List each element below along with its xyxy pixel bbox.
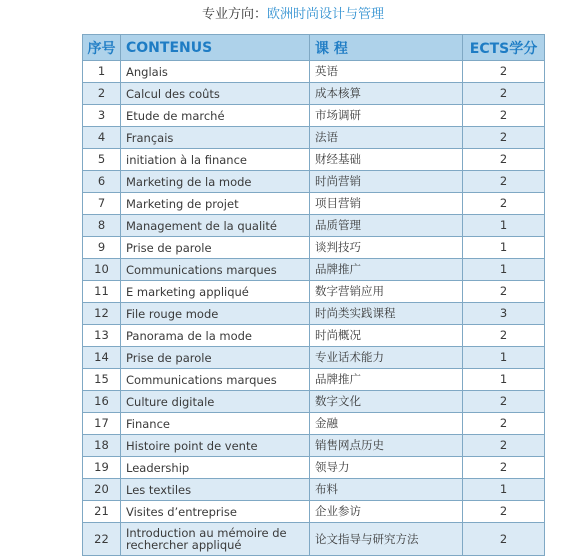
table-body	[83, 61, 545, 556]
cell-course: 时尚概况	[310, 325, 463, 347]
cell-number: 2	[83, 83, 121, 105]
cell-number: 12	[83, 303, 121, 325]
cell-ects: 2	[463, 457, 545, 479]
column-header-ects: ECTS学分	[463, 35, 545, 61]
cell-contenus: Anglais	[121, 61, 310, 83]
cell-ects: 2	[463, 413, 545, 435]
cell-ects: 2	[463, 127, 545, 149]
cell-contenus: Prise de parole	[121, 347, 310, 369]
cell-course: 品牌推广	[310, 369, 463, 391]
cell-contenus: Finance	[121, 413, 310, 435]
cell-ects: 2	[463, 501, 545, 523]
table-row	[83, 479, 545, 501]
cell-number: 1	[83, 61, 121, 83]
cell-number: 9	[83, 237, 121, 259]
cell-number: 20	[83, 479, 121, 501]
cell-course: 时尚类实践课程	[310, 303, 463, 325]
cell-contenus: Marketing de la mode	[121, 171, 310, 193]
cell-contenus: Marketing de projet	[121, 193, 310, 215]
cell-ects: 1	[463, 347, 545, 369]
cell-course: 布料	[310, 479, 463, 501]
cell-contenus: Leadership	[121, 457, 310, 479]
cell-contenus: Prise de parole	[121, 237, 310, 259]
cell-contenus: Français	[121, 127, 310, 149]
column-header-number: 序号	[83, 35, 121, 61]
cell-number: 22	[83, 523, 121, 556]
cell-course: 企业参访	[310, 501, 463, 523]
cell-ects: 3	[463, 303, 545, 325]
table-row	[83, 303, 545, 325]
column-header-course: 课 程	[310, 35, 463, 61]
table-row	[83, 215, 545, 237]
page-title	[0, 6, 586, 24]
table-row	[83, 171, 545, 193]
cell-ects: 1	[463, 237, 545, 259]
cell-ects: 2	[463, 149, 545, 171]
table-row	[83, 523, 545, 556]
cell-ects: 2	[463, 435, 545, 457]
cell-number: 3	[83, 105, 121, 127]
cell-course: 成本核算	[310, 83, 463, 105]
cell-contenus: Management de la qualité	[121, 215, 310, 237]
table-row	[83, 105, 545, 127]
cell-contenus: Les textiles	[121, 479, 310, 501]
cell-ects: 2	[463, 281, 545, 303]
table-row	[83, 369, 545, 391]
cell-ects: 2	[463, 325, 545, 347]
column-header-contenus: CONTENUS	[121, 35, 310, 61]
cell-course: 谈判技巧	[310, 237, 463, 259]
cell-contenus: Communications marques	[121, 369, 310, 391]
cell-contenus: E marketing appliqué	[121, 281, 310, 303]
cell-contenus: Introduction au mémoire de rechercher appliqué	[121, 523, 310, 556]
cell-ects: 2	[463, 105, 545, 127]
cell-course: 品质管理	[310, 215, 463, 237]
cell-course: 英语	[310, 61, 463, 83]
cell-number: 18	[83, 435, 121, 457]
cell-contenus: initiation à la finance	[121, 149, 310, 171]
cell-ects: 1	[463, 259, 545, 281]
title-value: 欧洲时尚设计与管理	[267, 7, 385, 22]
cell-ects: 1	[463, 369, 545, 391]
table-row	[83, 259, 545, 281]
table-row	[83, 83, 545, 105]
cell-ects: 1	[463, 215, 545, 237]
cell-number: 17	[83, 413, 121, 435]
cell-ects: 1	[463, 479, 545, 501]
cell-contenus: Etude de marché	[121, 105, 310, 127]
cell-ects: 2	[463, 61, 545, 83]
course-table	[82, 34, 545, 556]
table-row	[83, 501, 545, 523]
cell-number: 19	[83, 457, 121, 479]
table-header-row	[83, 35, 545, 61]
cell-course: 销售网点历史	[310, 435, 463, 457]
cell-ects: 2	[463, 193, 545, 215]
cell-contenus: Communications marques	[121, 259, 310, 281]
cell-course: 时尚营销	[310, 171, 463, 193]
table-row	[83, 281, 545, 303]
table-row	[83, 193, 545, 215]
table-row	[83, 413, 545, 435]
cell-number: 21	[83, 501, 121, 523]
cell-course: 法语	[310, 127, 463, 149]
table-row	[83, 237, 545, 259]
table-row	[83, 61, 545, 83]
cell-contenus: Culture digitale	[121, 391, 310, 413]
cell-ects: 2	[463, 523, 545, 556]
cell-number: 14	[83, 347, 121, 369]
cell-course: 领导力	[310, 457, 463, 479]
cell-number: 10	[83, 259, 121, 281]
cell-ects: 2	[463, 171, 545, 193]
cell-number: 16	[83, 391, 121, 413]
table-row	[83, 457, 545, 479]
cell-number: 4	[83, 127, 121, 149]
cell-course: 财经基础	[310, 149, 463, 171]
cell-number: 8	[83, 215, 121, 237]
cell-course: 数字文化	[310, 391, 463, 413]
table-row	[83, 127, 545, 149]
cell-course: 论文指导与研究方法	[310, 523, 463, 556]
cell-number: 7	[83, 193, 121, 215]
cell-course: 市场调研	[310, 105, 463, 127]
cell-number: 15	[83, 369, 121, 391]
cell-number: 5	[83, 149, 121, 171]
cell-course: 品牌推广	[310, 259, 463, 281]
cell-number: 6	[83, 171, 121, 193]
table-row	[83, 347, 545, 369]
cell-course: 项目营销	[310, 193, 463, 215]
cell-contenus: Calcul des coûts	[121, 83, 310, 105]
cell-number: 11	[83, 281, 121, 303]
cell-contenus: Visites d’entreprise	[121, 501, 310, 523]
cell-course: 专业话术能力	[310, 347, 463, 369]
table-row	[83, 391, 545, 413]
table-row	[83, 149, 545, 171]
title-label: 专业方向：	[201, 7, 267, 22]
table-row	[83, 325, 545, 347]
cell-number: 13	[83, 325, 121, 347]
cell-ects: 2	[463, 83, 545, 105]
cell-course: 数字营销应用	[310, 281, 463, 303]
cell-ects: 2	[463, 391, 545, 413]
table-row	[83, 435, 545, 457]
cell-contenus: File rouge mode	[121, 303, 310, 325]
cell-contenus: Panorama de la mode	[121, 325, 310, 347]
cell-course: 金融	[310, 413, 463, 435]
cell-contenus: Histoire point de vente	[121, 435, 310, 457]
